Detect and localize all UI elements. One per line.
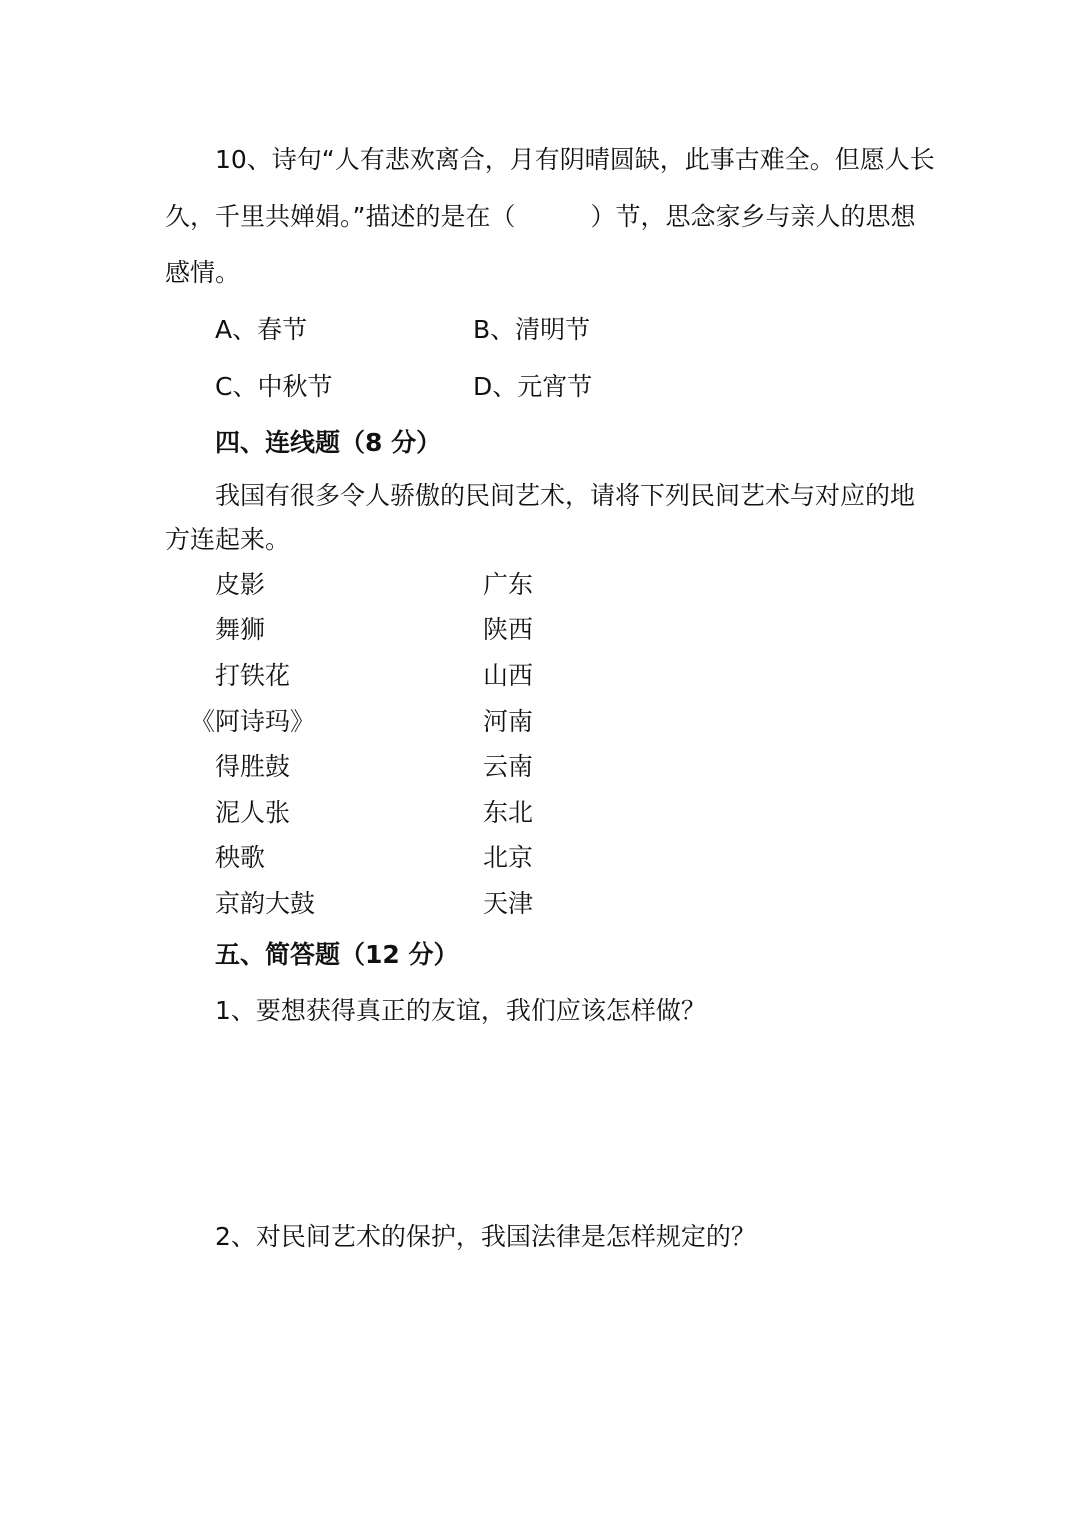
question-10-line-3: 感情。 (165, 258, 241, 287)
place-item: 河南 (483, 707, 534, 736)
option-b: B、清明节 (473, 315, 591, 344)
art-item: 秧歌 (215, 843, 266, 872)
section-5-heading: 五、简答题（12 分） (215, 940, 459, 969)
short-answer-question-1: 1、要想获得真正的友谊，我们应该怎样做？ (215, 996, 706, 1025)
section-4-intro-line-1: 我国有很多令人骄傲的民间艺术，请将下列民间艺术与对应的地 (215, 481, 916, 510)
place-item: 天津 (483, 889, 534, 918)
option-c: C、中秋节 (215, 372, 333, 401)
art-item: 得胜鼓 (215, 752, 291, 781)
place-item: 广东 (483, 570, 534, 599)
place-item: 山西 (483, 661, 534, 690)
section-4-intro-line-2: 方连起来。 (165, 525, 291, 554)
art-item: 皮影 (215, 570, 266, 599)
place-item: 陕西 (483, 615, 534, 644)
art-item: 打铁花 (215, 661, 291, 690)
option-a: A、春节 (215, 315, 308, 344)
short-answer-question-2: 2、对民间艺术的保护，我国法律是怎样规定的？ (215, 1222, 756, 1251)
question-10-line-1: 10、诗句“人有悲欢离合，月有阴晴圆缺，此事古难全。但愿人长 (215, 145, 935, 174)
art-item: 舞狮 (215, 615, 266, 644)
section-4-heading: 四、连线题（8 分） (215, 428, 442, 457)
art-item: 泥人张 (215, 798, 291, 827)
option-d: D、元宵节 (473, 372, 593, 401)
place-item: 云南 (483, 752, 534, 781)
question-10-line-2: 久，千里共婵娟。”描述的是在（ ）节，思念家乡与亲人的思想 (165, 202, 916, 231)
art-item: 京韵大鼓 (215, 889, 316, 918)
place-item: 东北 (483, 798, 534, 827)
art-item: 《阿诗玛》 (190, 707, 316, 736)
place-item: 北京 (483, 843, 534, 872)
